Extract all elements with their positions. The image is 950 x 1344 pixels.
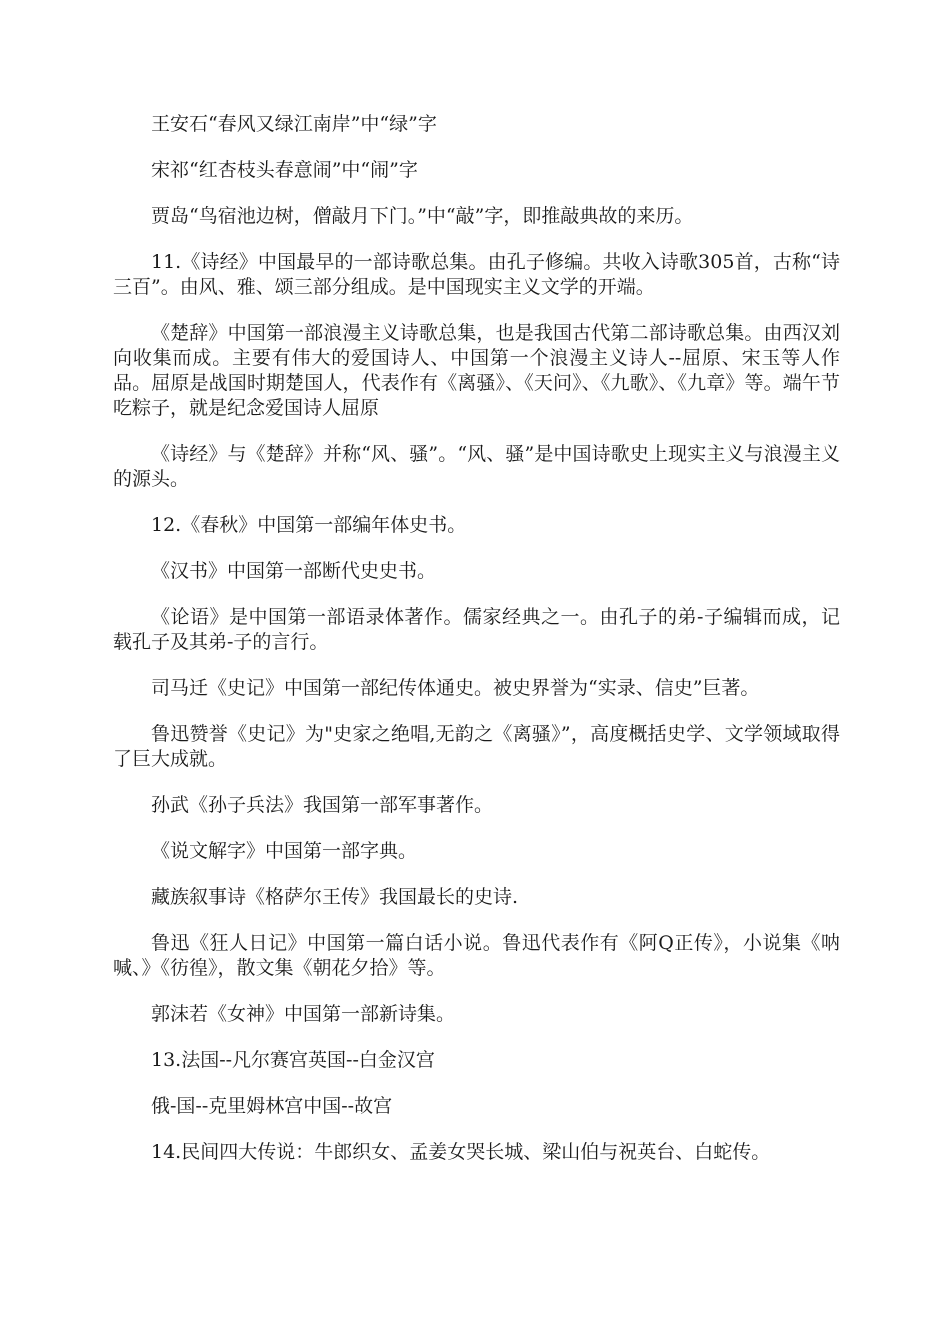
paragraph-chuci: 《楚辞》中国第一部浪漫主义诗歌总集，也是我国古代第二部诗歌总集。由西汉刘向收集而成。主要有伟大的爱国诗人、中国第一个浪漫主义诗人--屈原、宋玉等人作品。屈原是战国时期楚国人，代表作有《离骚》、《天问》、《九歌》、《九章》等。端午节吃粽子，就是纪念爱国诗人屈原: [113, 322, 840, 419]
paragraph-item-14-legends: 14.民间四大传说：牛郎织女、孟姜女哭长城、梁山伯与祝英台、白蛇传。: [151, 1141, 771, 1163]
paragraph-luxun-works: 鲁迅《狂人日记》中国第一篇白话小说。鲁迅代表作有《阿Q正传》，小说集《呐喊、》《彷徨》，散文集《朝花夕拾》等。: [113, 932, 840, 979]
paragraph-palaces-2: 俄-国--克里姆林宫中国--故宫: [151, 1095, 393, 1117]
paragraph-lunyu: 《论语》是中国第一部语录体著作。儒家经典之一。由孔子的弟-子编辑而成，记载孔子及其弟-子的言行。: [113, 606, 840, 653]
document-body: [113, 112, 840, 1186]
paragraph-luxun-shiji: 鲁迅赞誉《史记》为"史家之绝唱,无韵之《离骚》”，高度概括史学、文学领域取得了巨大成就。: [113, 723, 840, 770]
paragraph-jia-dao: 贾岛“鸟宿池边树，僧敲月下门。”中“敲”字，即推敲典故的来历。: [151, 205, 694, 227]
paragraph-sunzi: 孙武《孙子兵法》我国第一部军事著作。: [151, 794, 494, 816]
paragraph-shiji: 司马迁《史记》中国第一部纪传体通史。被史界誉为“实录、信史”巨著。: [151, 677, 760, 699]
paragraph-item-12-chunqiu: 12.《春秋》中国第一部编年体史书。: [151, 514, 467, 536]
paragraph-feng-sao: 《诗经》与《楚辞》并称“风、骚”。“风、骚”是中国诗歌史上现实主义与浪漫主义的源头。: [113, 443, 840, 490]
paragraph-shuowen: 《说文解字》中国第一部字典。: [151, 840, 418, 862]
paragraph-gesar: 藏族叙事诗《格萨尔王传》我国最长的史诗.: [151, 886, 519, 908]
paragraph-item-13-palaces: 13.法国--凡尔赛宫英国--白金汉宫: [151, 1049, 435, 1071]
paragraph-wang-anshi: 王安石“春风又绿江南岸”中“绿”字: [151, 113, 437, 135]
paragraph-hanshu: 《汉书》中国第一部断代史史书。: [151, 560, 437, 582]
paragraph-nvshen: 郭沫若《女神》中国第一部新诗集。: [151, 1003, 456, 1025]
paragraph-item-11-shijing: 11.《诗经》中国最早的一部诗歌总集。由孔子修编。共收入诗歌305首，古称“诗三百”。由风、雅、颂三部分组成。是中国现实主义文学的开端。: [113, 251, 840, 298]
paragraph-song-qi: 宋祁“红杏枝头春意闹”中“闹”字: [151, 159, 418, 181]
